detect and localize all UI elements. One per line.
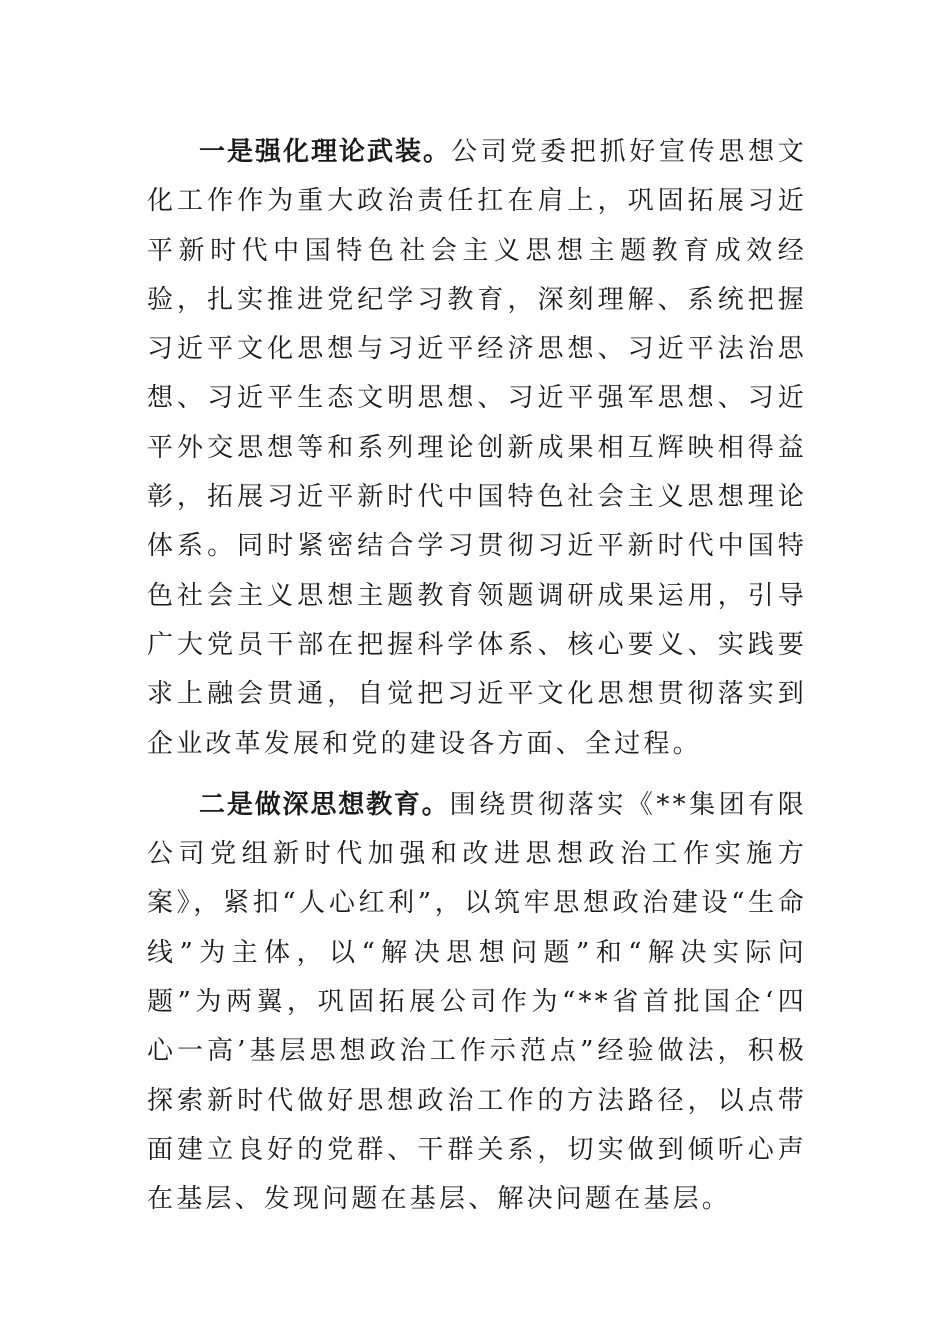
paragraph-2	[147, 781, 807, 1225]
document-body	[147, 128, 807, 1225]
paragraph-1-text: 公司党委把抓好宣传思想文化工作作为重大政治责任扛在肩上，巩固拓展习近平新时代中国特色社会主义思想主题教育成效经验，扎实推进党纪学习教育，深刻理解、系统把握习近平文化思想与习近平经济思想、习近平法治思想、习近平生态文明思想、习近平强军思想、习近平外交思想等和系列理论创新成果相互辉映相得益彰，拓展习近平新时代中国特色社会主义思想理论体系。同时紧密结合学习贯彻习近平新时代中国特色社会主义思想主题教育领题调研成果运用，引导广大党员干部在把握科学体系、核心要义、实践要求上融会贯通，自觉把习近平文化思想贯彻落实到企业改革发展和党的建设各方面、全过程。	[147, 137, 807, 759]
paragraph-1	[147, 128, 807, 769]
paragraph-1-lead: 一是强化理论武装。	[199, 137, 452, 167]
paragraph-2-text: 围绕贯彻落实《**集团有限公司党组新时代加强和改进思想政治工作实施方案》，紧扣“人心红利”，以筑牢思想政治建设“生命线”为主体，以“解决思想问题”和“解决实际问题”为两翼，巩固拓展公司作为“**省首批国企‘四心一高’基层思想政治工作示范点”经验做法，积极探索新时代做好思想政治工作的方法路径，以点带面建立良好的党群、干群关系，切实做到倾听心声在基层、发现问题在基层、解决问题在基层。	[147, 789, 807, 1215]
paragraph-2-lead: 二是做深思想教育。	[199, 789, 450, 820]
